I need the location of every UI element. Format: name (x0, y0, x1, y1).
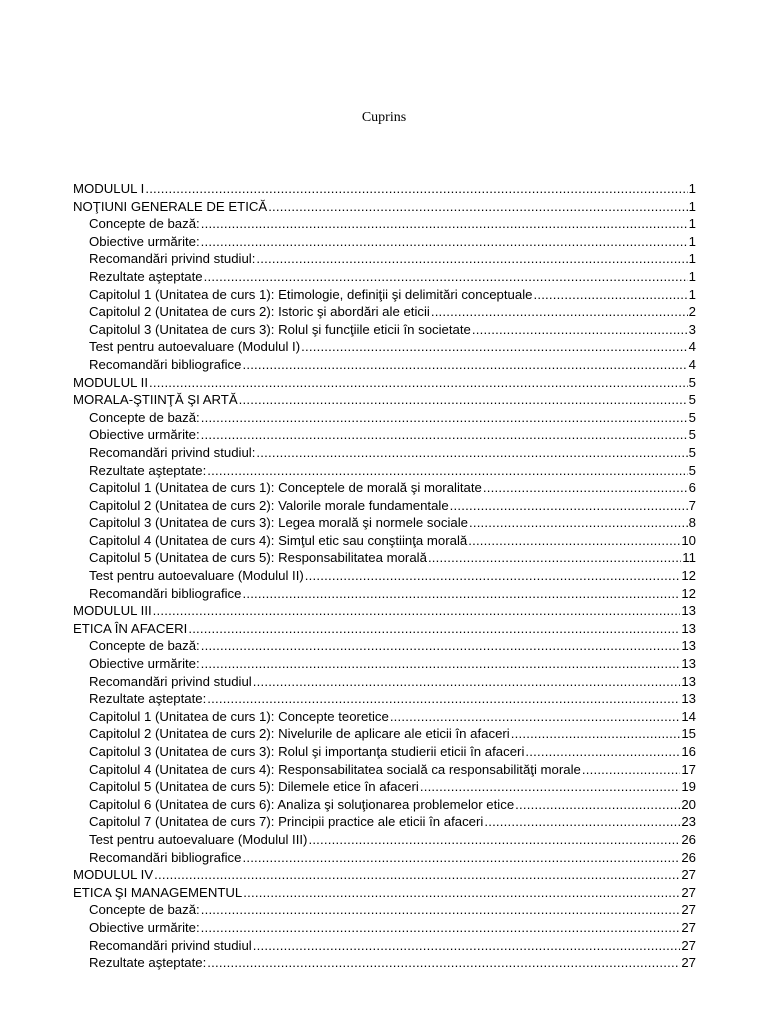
toc-entry-page: 5 (688, 444, 696, 460)
toc-entry[interactable] (73, 796, 696, 814)
toc-entry[interactable] (73, 409, 696, 427)
toc-entry[interactable] (73, 391, 696, 409)
toc-entry-page: 26 (681, 831, 696, 847)
toc-entry-label: Capitolul 7 (Unitatea de curs 7): Principii practice ale eticii în afaceri (89, 814, 484, 830)
toc-entry-label: ETICA ŞI MANAGEMENTUL (73, 884, 243, 900)
toc-entry-page: 27 (681, 937, 696, 953)
toc-entry-page: 5 (688, 427, 696, 443)
toc-entry[interactable] (73, 901, 696, 919)
toc-entry-label: Concepte de bază: (89, 638, 200, 654)
toc-entry[interactable] (73, 761, 696, 779)
toc-entry-page: 14 (681, 708, 696, 724)
toc-entry-page: 5 (688, 392, 696, 408)
toc-entry-label: Capitolul 3 (Unitatea de curs 3): Rolul şi funcţiile eticii în societate (89, 321, 471, 337)
toc-entry-page: 12 (681, 585, 696, 601)
dot-leader (242, 585, 680, 603)
toc-entry[interactable] (73, 813, 696, 831)
toc-entry[interactable] (73, 620, 696, 638)
toc-entry[interactable] (73, 268, 696, 286)
toc-entry[interactable] (73, 321, 696, 339)
toc-entry-page: 27 (681, 902, 696, 918)
toc-entry-page: 6 (688, 480, 696, 496)
toc-entry-page: 27 (681, 919, 696, 935)
toc-entry-page: 3 (688, 321, 696, 337)
dot-leader (201, 215, 688, 233)
toc-entry-label: Capitolul 1 (Unitatea de curs 1): Concepte teoretice (89, 708, 389, 724)
toc-entry-page: 20 (681, 796, 696, 812)
toc-entry[interactable] (73, 514, 696, 532)
toc-entry-page: 2 (688, 304, 696, 320)
toc-entry-label: Capitolul 1 (Unitatea de curs 1): Etimologie, definiţii şi delimitări conceptuale (89, 286, 533, 302)
dot-leader (472, 321, 688, 339)
toc-entry-page: 8 (688, 515, 696, 531)
toc-entry[interactable] (73, 866, 696, 884)
toc-entry-page: 1 (688, 233, 696, 249)
toc-entry[interactable] (73, 180, 696, 198)
toc-entry[interactable] (73, 884, 696, 902)
dot-leader (154, 866, 680, 884)
toc-entry[interactable] (73, 954, 696, 972)
page-title: Cuprins (361, 110, 407, 125)
toc-entry-label: Test pentru autoevaluare (Modulul III) (89, 831, 308, 847)
toc-entry-label: Recomandări privind studiul: (89, 444, 256, 460)
toc-entry-label: Capitolul 2 (Unitatea de curs 2): Istoric şi abordări ale eticii (89, 304, 430, 320)
toc-entry-page: 26 (681, 849, 696, 865)
toc-entry[interactable] (73, 250, 696, 268)
toc-entry-label: NOŢIUNI GENERALE DE ETICĂ (73, 198, 268, 214)
dot-leader (145, 180, 687, 198)
toc-entry-label: Capitolul 3 (Unitatea de curs 3): Rolul şi importanţa studierii eticii în afaceri (89, 744, 525, 759)
toc-entry-label: Rezultate aşteptate (89, 268, 203, 284)
dot-leader (239, 391, 688, 409)
toc-entry-label: MODULUL IV (73, 867, 154, 883)
dot-leader (149, 374, 688, 392)
toc-entry[interactable] (73, 198, 696, 216)
toc-entry-label: Obiective urmărite: (89, 919, 200, 935)
dot-leader (582, 761, 680, 779)
toc-entry-label: Obiective urmărite: (89, 656, 200, 672)
toc-entry-label: Recomandări privind studiul (89, 673, 252, 689)
toc-entry-label: Test pentru autoevaluare (Modulul II) (89, 568, 304, 584)
toc-entry-page: 1 (688, 181, 696, 196)
toc-entry-page: 13 (681, 638, 696, 654)
toc-entry-label: Concepte de bază: (89, 902, 200, 918)
toc-entry-label: Recomandări privind studiul: (89, 251, 256, 267)
dot-leader (533, 286, 687, 304)
toc-entry-page: 1 (688, 286, 696, 302)
dot-leader (201, 426, 688, 444)
toc-entry-page: 10 (681, 532, 696, 548)
dot-leader (511, 725, 681, 743)
toc-entry[interactable] (73, 831, 696, 849)
toc-entry-page: 5 (688, 462, 696, 478)
toc-entry[interactable] (73, 497, 696, 515)
dot-leader (308, 831, 680, 849)
dot-leader (431, 303, 688, 321)
toc-entry-label: Concepte de bază: (89, 409, 200, 425)
toc-entry-page: 13 (681, 656, 696, 672)
toc-entry[interactable] (73, 233, 696, 251)
dot-leader (483, 479, 688, 497)
toc-entry[interactable] (73, 479, 696, 497)
toc-entry-label: Recomandări bibliografice (89, 585, 242, 601)
toc-entry[interactable] (73, 462, 696, 480)
toc-entry-label: Capitolul 5 (Unitatea de curs 5): Dilemele etice în afaceri (89, 779, 419, 795)
toc-entry-page: 1 (688, 216, 696, 232)
toc-entry[interactable] (73, 778, 696, 796)
dot-leader (256, 444, 687, 462)
dot-leader (242, 849, 680, 867)
dot-leader (253, 673, 681, 691)
toc-entry[interactable] (73, 549, 696, 567)
dot-leader (268, 198, 687, 216)
toc-entry-page: 5 (688, 409, 696, 425)
toc-entry-label: Obiective urmărite: (89, 427, 200, 443)
dot-leader (201, 919, 681, 937)
dot-leader (242, 356, 687, 374)
toc-entry-page: 12 (681, 568, 696, 584)
table-of-contents (73, 180, 696, 972)
toc-entry-label: Recomandări bibliografice (89, 356, 242, 372)
toc-entry[interactable] (73, 374, 696, 392)
toc-entry[interactable] (73, 338, 696, 356)
toc-entry[interactable] (73, 919, 696, 937)
dot-leader (468, 532, 680, 550)
toc-entry[interactable] (73, 303, 696, 321)
toc-entry[interactable] (73, 708, 696, 726)
toc-entry[interactable] (73, 444, 696, 462)
dot-leader (207, 462, 687, 480)
toc-entry-page: 17 (681, 761, 696, 777)
dot-leader (201, 655, 681, 673)
dot-leader (256, 250, 687, 268)
toc-entry-page: 27 (681, 867, 696, 883)
toc-entry-page: 13 (681, 603, 696, 619)
toc-entry[interactable] (73, 585, 696, 603)
dot-leader (201, 637, 681, 655)
toc-entry-page: 1 (688, 198, 696, 214)
dot-leader (201, 233, 688, 251)
toc-entry-page: 5 (688, 374, 696, 390)
dot-leader (188, 620, 680, 638)
toc-entry-label: Capitolul 4 (Unitatea de curs 4): Simţul etic sau conştiinţa morală (89, 532, 468, 548)
toc-entry[interactable] (73, 567, 696, 585)
dot-leader (428, 549, 681, 567)
toc-entry-label: Capitolul 2 (Unitatea de curs 2): Valorile morale fundamentale (89, 497, 449, 513)
dot-leader (301, 338, 688, 356)
toc-entry[interactable] (73, 286, 696, 304)
dot-leader (201, 409, 688, 427)
dot-leader (207, 690, 680, 708)
toc-entry[interactable] (73, 690, 696, 708)
toc-entry[interactable] (73, 426, 696, 444)
toc-entry-label: Test pentru autoevaluare (Modulul I) (89, 339, 301, 355)
toc-entry[interactable] (73, 356, 696, 374)
dot-leader (390, 708, 681, 726)
toc-entry-label: Obiective urmărite: (89, 233, 200, 249)
toc-entry-page: 27 (681, 955, 696, 971)
toc-entry[interactable] (73, 849, 696, 867)
toc-entry-page: 13 (681, 673, 696, 689)
dot-leader (253, 937, 681, 955)
toc-entry-label: Rezultate aşteptate: (89, 462, 207, 478)
toc-entry-label: MODULUL II (73, 374, 148, 390)
dot-leader (305, 567, 681, 585)
dot-leader (525, 743, 680, 761)
toc-entry-label: Recomandări privind studiul (89, 937, 252, 953)
toc-entry-page: 4 (688, 339, 696, 355)
toc-entry-page: 13 (681, 691, 696, 707)
dot-leader (204, 268, 688, 286)
toc-entry-page: 27 (681, 884, 696, 900)
dot-leader (484, 813, 680, 831)
toc-entry-label: Capitolul 3 (Unitatea de curs 3): Legea morală şi normele sociale (89, 515, 468, 531)
dot-leader (243, 884, 680, 902)
toc-entry[interactable] (73, 673, 696, 691)
toc-entry[interactable] (73, 655, 696, 673)
dot-leader (420, 778, 680, 796)
toc-entry-label: Rezultate aşteptate: (89, 955, 207, 971)
toc-entry-label: Capitolul 5 (Unitatea de curs 5): Responsabilitatea morală (89, 550, 427, 566)
dot-leader (201, 901, 681, 919)
toc-entry[interactable] (73, 937, 696, 955)
toc-entry-page: 15 (681, 726, 696, 742)
toc-entry-label: MODULUL I (73, 181, 145, 196)
toc-entry-page: 11 (682, 550, 696, 566)
toc-entry[interactable] (73, 743, 696, 761)
toc-entry-label: MODULUL III (73, 603, 152, 619)
toc-entry-label: Capitolul 1 (Unitatea de curs 1): Conceptele de morală şi moralitate (89, 480, 482, 496)
dot-leader (469, 514, 688, 532)
toc-entry-page: 19 (681, 779, 696, 795)
toc-entry-page: 4 (688, 356, 696, 372)
toc-entry-page: 1 (688, 268, 696, 284)
toc-entry-label: Concepte de bază: (89, 216, 200, 232)
toc-entry-page: 16 (681, 744, 696, 759)
toc-entry[interactable] (73, 215, 696, 233)
toc-entry-label: Capitolul 2 (Unitatea de curs 2): Nivelurile de aplicare ale eticii în afaceri (89, 726, 510, 742)
toc-entry-label: Recomandări bibliografice (89, 849, 242, 865)
toc-entry[interactable] (73, 602, 696, 620)
toc-entry[interactable] (73, 532, 696, 550)
toc-entry-page: 7 (688, 497, 696, 513)
toc-entry-label: Rezultate aşteptate: (89, 691, 207, 707)
dot-leader (153, 602, 681, 620)
toc-entry-label: Capitolul 4 (Unitatea de curs 4): Responsabilitatea socială ca responsabilităţi morale (89, 761, 581, 777)
toc-entry-page: 13 (681, 620, 696, 636)
toc-entry[interactable] (73, 725, 696, 743)
toc-entry-label: MORALA-ŞTIINŢĂ ŞI ARTĂ (73, 392, 238, 408)
toc-entry[interactable] (73, 637, 696, 655)
toc-entry-label: ETICA ÎN AFACERI (73, 620, 188, 636)
dot-leader (207, 954, 680, 972)
toc-entry-page: 1 (688, 251, 696, 267)
dot-leader (515, 796, 680, 814)
toc-entry-label: Capitolul 6 (Unitatea de curs 6): Analiza şi soluţionarea problemelor etice (89, 796, 515, 812)
dot-leader (450, 497, 688, 515)
toc-entry-page: 23 (681, 814, 696, 830)
